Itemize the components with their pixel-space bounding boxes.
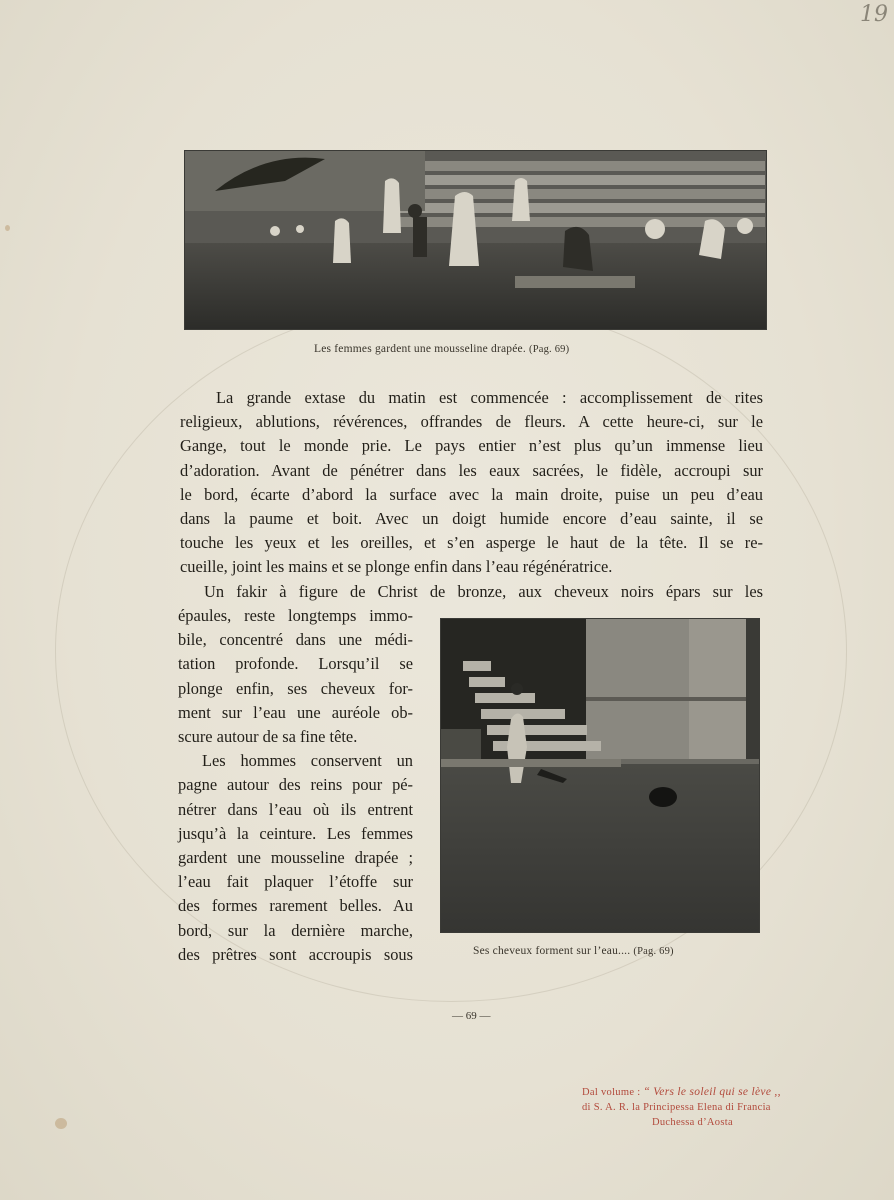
text-line: cueille, joint les mains et se plonge enfin dans l’eau régénératrice.: [180, 557, 613, 577]
text-line: touche les yeux et les oreilles, et s’en asperge le haut de la tête. Il se re-: [180, 533, 763, 553]
margin-handwritten-note: 19: [860, 2, 888, 27]
text-line: des formes rarement belles. Au: [178, 896, 413, 916]
text-line: des prêtres sont accroupis sous: [178, 944, 413, 964]
text-line: Gange, tout le monde prie. Le pays entier n’est plus qu’un immense lieu: [180, 436, 763, 456]
text-line: La grande extase du matin est commencée : accomplissement de rites: [216, 388, 763, 407]
credit-line-2: di S. A. R. la Principessa Elena di Francia: [582, 1102, 771, 1113]
text-line: religieux, ablutions, révérences, offrandes de fleurs. A cette heure-ci, sur le: [180, 412, 763, 432]
text-line: plonge enfin, ses cheveux for-: [178, 678, 413, 698]
text-line: pagne autour des reins pour pé-: [178, 775, 413, 795]
caption-text: Ses cheveux forment sur l’eau....: [473, 945, 631, 957]
caption-text: Les femmes gardent une mousseline drapée.: [314, 343, 526, 355]
figure-caption: [314, 343, 569, 355]
photo-fakir-in-water-image: [441, 619, 759, 932]
text-line: le bord, écarte d’abord la surface avec la main droite, puise un peu d’eau: [180, 484, 763, 504]
text-line: scure autour de sa fine tête.: [178, 727, 358, 747]
figure-caption: [473, 945, 674, 957]
photo-ghat-bathers: [184, 150, 767, 330]
credit-book-title: “ Vers le soleil qui se lève ,,: [643, 1086, 781, 1098]
caption-page-ref: (Pag. 69): [633, 946, 674, 957]
source-credit: [582, 1085, 781, 1130]
credit-line-3: Duchessa d’Aosta: [652, 1117, 733, 1128]
text-line: Les hommes conservent un: [202, 751, 413, 771]
text-line: épaules, reste longtemps immo-: [178, 606, 413, 625]
paragraph-left-column: [178, 604, 413, 967]
text-line: ment sur l’eau une auréole ob-: [178, 702, 413, 722]
photo-fakir-in-water: [440, 618, 760, 933]
credit-line-1: [582, 1085, 781, 1100]
text-line: jusqu’à la ceinture. Les femmes: [178, 823, 413, 843]
text-line: bord, sur la dernière marche,: [178, 920, 413, 940]
stain: [55, 1118, 67, 1129]
text-line: bile, concentré dans une médi-: [178, 630, 413, 650]
page-number: — 69 —: [452, 1010, 491, 1022]
paragraph-full-width: [180, 386, 763, 604]
text-line: Un fakir à figure de Christ de bronze, aux cheveux noirs épars sur les: [204, 581, 763, 601]
stain: [5, 225, 10, 231]
credit-prefix: Dal volume :: [582, 1087, 641, 1098]
text-line: dans la paume et boit. Avec un doigt humide encore d’eau sainte, il se: [180, 509, 763, 529]
text-line: tation profonde. Lorsqu’il se: [178, 654, 413, 674]
caption-page-ref: (Pag. 69): [529, 344, 570, 355]
text-line: l’eau fait plaquer l’étoffe sur: [178, 872, 413, 892]
photo-ghat-bathers-image: [185, 151, 766, 329]
text-line: gardent une mousseline drapée ;: [178, 848, 413, 868]
text-line: nétrer dans l’eau où ils entrent: [178, 799, 413, 819]
text-line: d’adoration. Avant de pénétrer dans les eaux sacrées, le fidèle, accroupi sur: [180, 460, 763, 480]
